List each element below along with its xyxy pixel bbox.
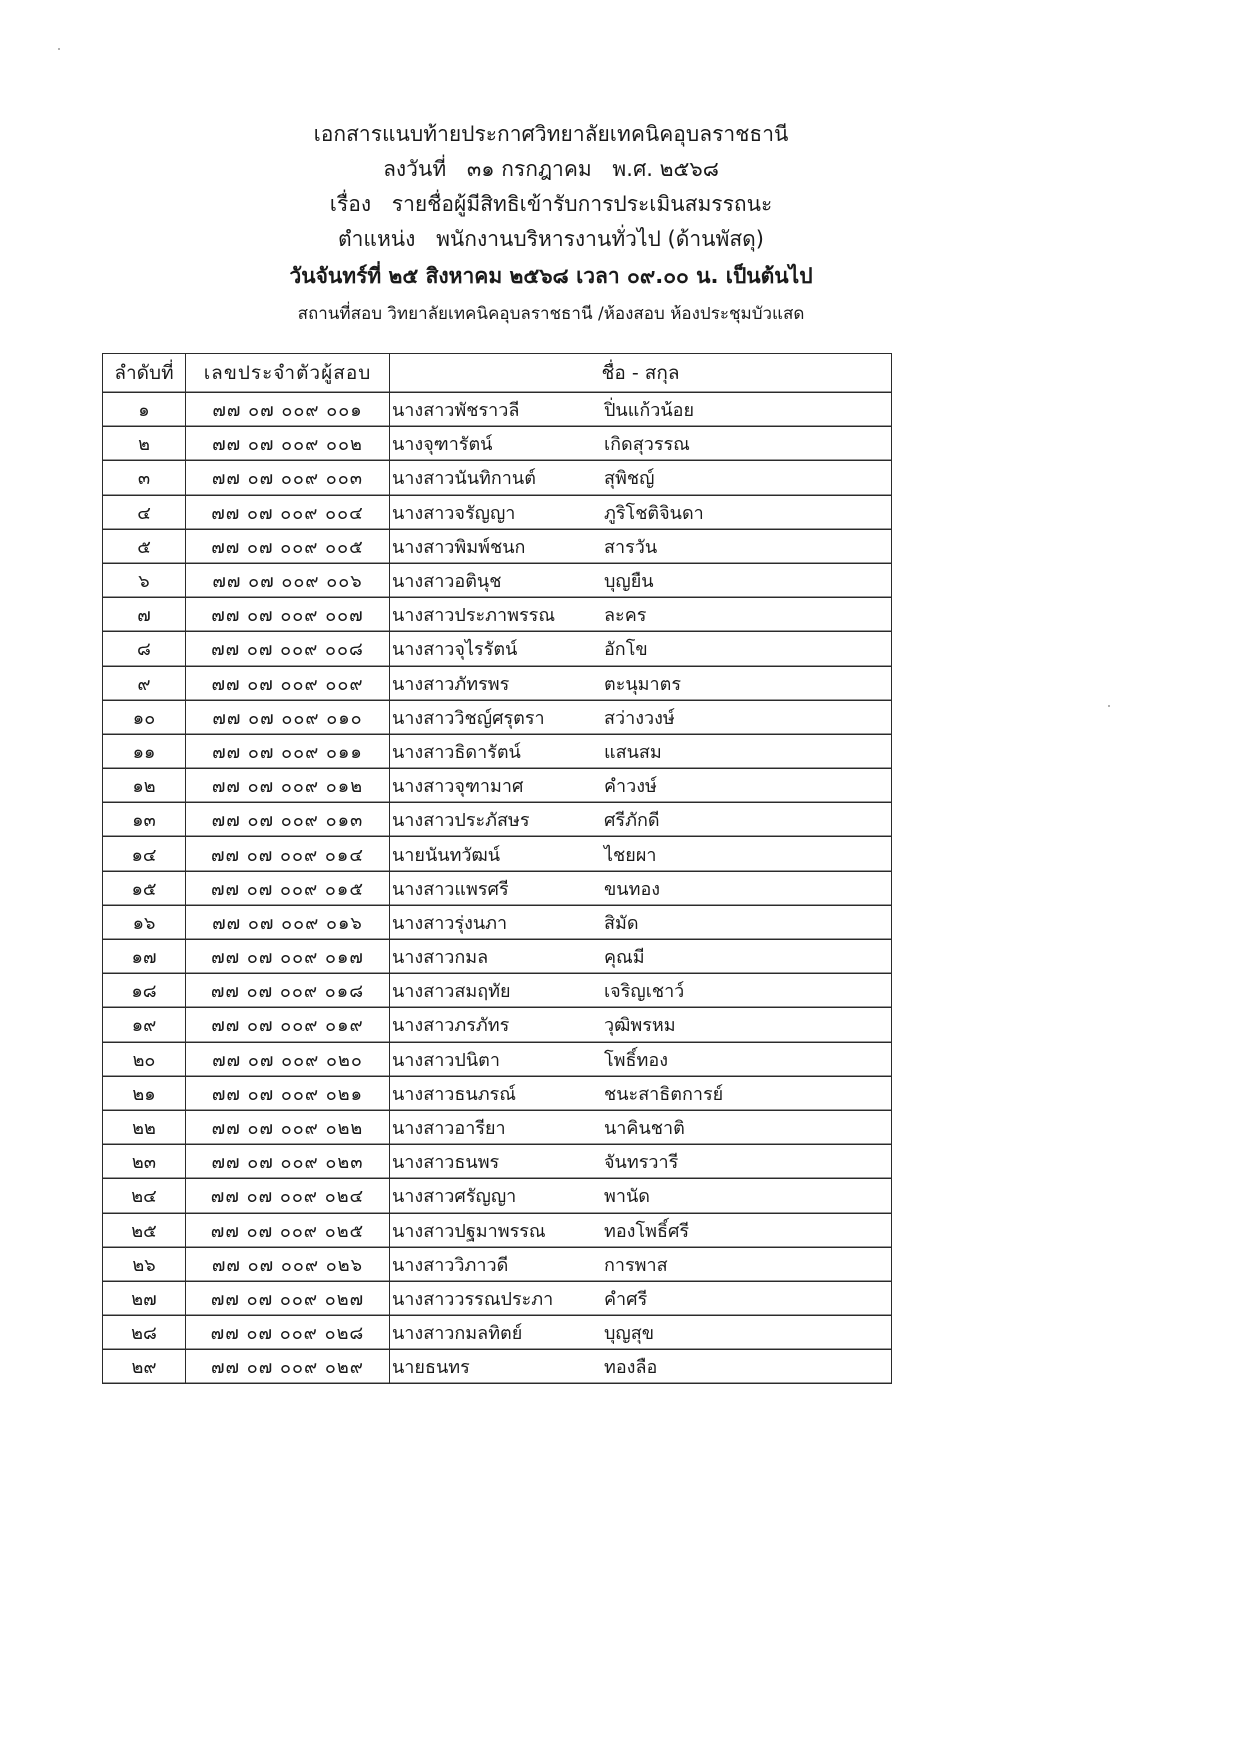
doc-title: เอกสารแนบท้ายประกาศวิทยาลัยเทคนิคอุบลราชธานี [313,122,789,146]
exam-id: ๗๗ ๐๗ ๐๐๙ ๐๑๐ [186,700,390,734]
first-name: นางสาวอตินุช [392,571,502,593]
first-name: นางสาวพิมพ์ชนก [392,536,526,558]
row-number: ๓ [103,461,186,495]
exam-id: ๗๗ ๐๗ ๐๐๙ ๐๒๐ [186,1042,390,1076]
first-name: นางสาวจุฑามาศ [392,776,524,798]
full-name [390,1076,892,1110]
full-name [390,461,892,495]
row-number: ๑๙ [103,1008,186,1042]
era-label: พ.ศ. [612,157,653,181]
row-number: ๒ [103,427,186,461]
last-name: ละคร [604,605,647,627]
col-header-name: ชื่อ - สกุล [390,354,892,393]
row-number: ๑๓ [103,803,186,837]
first-name: นายนันทวัฒน์ [392,844,501,866]
table-row [103,1316,892,1350]
last-name: ศรีภักดี [604,810,660,832]
exam-id: ๗๗ ๐๗ ๐๐๙ ๐๑๙ [186,1008,390,1042]
full-name [390,529,892,563]
exam-id: ๗๗ ๐๗ ๐๐๙ ๐๐๒ [186,427,390,461]
full-name [390,495,892,529]
first-name: นางจุฑารัตน์ [392,434,493,456]
table-row [103,871,892,905]
row-number: ๑๐ [103,700,186,734]
last-name: พานัด [604,1186,650,1208]
full-name [390,1179,892,1213]
full-name [390,427,892,461]
doc-venue-line: สถานที่สอบ วิทยาลัยเทคนิคอุบลราชธานี /ห้องสอบ ห้องประชุมบัวแสด [297,304,805,324]
last-name: ทองลือ [604,1357,658,1379]
table-header-row [103,354,892,393]
first-name: นางสาวพัชราวลี [392,400,520,422]
exam-id: ๗๗ ๐๗ ๐๐๙ ๐๒๒ [186,1110,390,1144]
exam-id: ๗๗ ๐๗ ๐๐๙ ๐๐๕ [186,529,390,563]
subject-label: เรื่อง [329,192,372,216]
exam-id: ๗๗ ๐๗ ๐๐๙ ๐๒๖ [186,1247,390,1281]
exam-id: ๗๗ ๐๗ ๐๐๙ ๐๐๖ [186,563,390,597]
first-name: นางสาวภัทรพร [392,673,510,695]
first-name: นางสาวจุไรรัตน์ [392,639,518,661]
row-number: ๒๓ [103,1145,186,1179]
exam-id: ๗๗ ๐๗ ๐๐๙ ๐๑๗ [186,940,390,974]
last-name: คำศรี [604,1288,648,1310]
table-row [103,803,892,837]
exam-id: ๗๗ ๐๗ ๐๐๙ ๐๑๖ [186,905,390,939]
table-row [103,666,892,700]
table-row [103,700,892,734]
first-name: นางสาวปนิตา [392,1049,500,1071]
first-name: นางสาวธนภรณ์ [392,1083,516,1105]
scan-speck [1108,705,1110,707]
first-name: นางสาวจรัญญา [392,502,516,524]
last-name: สารวัน [604,536,658,558]
exam-id: ๗๗ ๐๗ ๐๐๙ ๐๐๑ [186,393,390,427]
table-row [103,1110,892,1144]
first-name: นางสาวศรัญญา [392,1186,517,1208]
doc-schedule-line: วันจันทร์ที่ ๒๕ สิงหาคม ๒๕๖๘ เวลา ๐๙.๐๐ น. เป็นต้นไป [289,264,813,288]
row-number: ๒๒ [103,1110,186,1144]
last-name: คุณมี [604,947,645,969]
row-number: ๔ [103,495,186,529]
row-number: ๑๖ [103,905,186,939]
row-number: ๑๑ [103,734,186,768]
full-name [390,1042,892,1076]
first-name: นางสาวประภัสษร [392,810,530,832]
full-name [390,666,892,700]
full-name [390,1350,892,1384]
table-row [103,529,892,563]
row-number: ๘ [103,632,186,666]
first-name: นางสาวภรภัทร [392,1015,510,1037]
last-name: แสนสม [604,741,662,763]
last-name: อักโข [604,639,648,661]
last-name: ชนะสาธิตการย์ [604,1083,724,1105]
full-name [390,700,892,734]
doc-position-line [0,223,1102,256]
first-name: นางสาวสมฤทัย [392,981,511,1003]
last-name: สิมัด [604,912,639,934]
row-number: ๙ [103,666,186,700]
first-name: นางสาวนันทิกานต์ [392,468,536,490]
table-row [103,734,892,768]
last-name: โพธิ์ทอง [604,1049,668,1071]
doc-date-line [0,153,1102,186]
table-row [103,940,892,974]
last-name: เจริญเชาว์ [604,981,685,1003]
first-name: นางสาวกมล [392,947,489,969]
last-name: สว่างวงษ์ [604,707,675,729]
full-name [390,940,892,974]
exam-id: ๗๗ ๐๗ ๐๐๙ ๐๑๕ [186,871,390,905]
first-name: นางสาวธิดารัตน์ [392,741,521,763]
full-name [390,734,892,768]
table-row [103,461,892,495]
last-name: คำวงษ์ [604,776,657,798]
exam-id: ๗๗ ๐๗ ๐๐๙ ๐๐๘ [186,632,390,666]
table-row [103,563,892,597]
candidate-table [102,353,892,1384]
exam-id: ๗๗ ๐๗ ๐๐๙ ๐๒๓ [186,1145,390,1179]
table-row [103,495,892,529]
table-row [103,1213,892,1247]
row-number: ๖ [103,563,186,597]
table-row [103,769,892,803]
exam-id: ๗๗ ๐๗ ๐๐๙ ๐๒๔ [186,1179,390,1213]
first-name: นางสาววิภาวดี [392,1254,509,1276]
row-number: ๒๐ [103,1042,186,1076]
row-number: ๑ [103,393,186,427]
table-row [103,1179,892,1213]
table-row [103,905,892,939]
row-number: ๒๕ [103,1213,186,1247]
subject-text: รายชื่อผู้มีสิทธิเข้ารับการประเมินสมรรถนะ [391,192,773,216]
exam-id: ๗๗ ๐๗ ๐๐๙ ๐๒๘ [186,1316,390,1350]
last-name: วุฒิพรหม [604,1015,676,1037]
exam-id: ๗๗ ๐๗ ๐๐๙ ๐๑๑ [186,734,390,768]
table-row [103,598,892,632]
row-number: ๒๔ [103,1179,186,1213]
exam-id: ๗๗ ๐๗ ๐๐๙ ๐๑๘ [186,974,390,1008]
row-number: ๕ [103,529,186,563]
first-name: นางสาวประภาพรรณ [392,605,556,627]
exam-id: ๗๗ ๐๗ ๐๐๙ ๐๒๙ [186,1350,390,1384]
last-name: จันทรวารี [604,1152,679,1174]
full-name [390,871,892,905]
exam-id: ๗๗ ๐๗ ๐๐๙ ๐๐๙ [186,666,390,700]
date-label: ลงวันที่ [383,157,447,181]
full-name [390,393,892,427]
full-name [390,598,892,632]
full-name [390,1213,892,1247]
last-name: ไชยผา [604,844,657,866]
last-name: ตะนุมาตร [604,673,681,695]
full-name [390,974,892,1008]
last-name: เกิดสุวรรณ [604,434,690,456]
position-text: พนักงานบริหารงานทั่วไป (ด้านพัสดุ) [436,227,765,251]
first-name: นายธนทร [392,1357,470,1379]
full-name [390,837,892,871]
full-name [390,769,892,803]
table-row [103,837,892,871]
table-body [103,393,892,1384]
first-name: นางสาววิชญ์ศรุตรา [392,707,545,729]
table-row [103,1247,892,1281]
full-name [390,1145,892,1179]
first-name: นางสาวธนพร [392,1152,500,1174]
first-name: นางสาวกมลทิตย์ [392,1323,523,1345]
last-name: บุญสุข [604,1323,655,1345]
row-number: ๗ [103,598,186,632]
table-row [103,427,892,461]
first-name: นางสาวปฐมาพรรณ [392,1220,546,1242]
table-row [103,1042,892,1076]
row-number: ๑๒ [103,769,186,803]
exam-id: ๗๗ ๐๗ ๐๐๙ ๐๒๕ [186,1213,390,1247]
row-number: ๑๕ [103,871,186,905]
last-name: สุพิชญ์ [604,468,655,490]
row-number: ๒๘ [103,1316,186,1350]
row-number: ๒๑ [103,1076,186,1110]
last-name: ทองโพธิ์ศรี [604,1220,690,1242]
full-name [390,1316,892,1350]
full-name [390,1110,892,1144]
table-row [103,1350,892,1384]
first-name: นางสาววรรณประภา [392,1288,554,1310]
row-number: ๑๔ [103,837,186,871]
row-number: ๒๖ [103,1247,186,1281]
last-name: การพาส [604,1254,668,1276]
full-name [390,803,892,837]
table-row [103,1145,892,1179]
doc-subject-line [0,188,1102,221]
exam-id: ๗๗ ๐๗ ๐๐๙ ๐๒๗ [186,1281,390,1315]
exam-id: ๗๗ ๐๗ ๐๐๙ ๐๐๔ [186,495,390,529]
row-number: ๒๗ [103,1281,186,1315]
full-name [390,1281,892,1315]
table-row [103,393,892,427]
row-number: ๑๗ [103,940,186,974]
exam-id: ๗๗ ๐๗ ๐๐๙ ๐๐๓ [186,461,390,495]
exam-id: ๗๗ ๐๗ ๐๐๙ ๐๒๑ [186,1076,390,1110]
full-name [390,1008,892,1042]
year-value: ๒๕๖๘ [659,157,719,181]
row-number: ๑๘ [103,974,186,1008]
exam-id: ๗๗ ๐๗ ๐๐๙ ๐๑๓ [186,803,390,837]
full-name [390,632,892,666]
full-name [390,1247,892,1281]
col-header-no: ลำดับที่ [103,354,186,393]
table-row [103,974,892,1008]
first-name: นางสาวอารียา [392,1118,506,1140]
exam-id: ๗๗ ๐๗ ๐๐๙ ๐๑๔ [186,837,390,871]
last-name: ขนทอง [604,878,661,900]
col-header-id: เลขประจำตัวผู้สอบ [186,354,390,393]
table-row [103,632,892,666]
full-name [390,563,892,597]
full-name [390,905,892,939]
first-name: นางสาวแพรศรี [392,878,509,900]
table-row [103,1076,892,1110]
row-number: ๒๙ [103,1350,186,1384]
table-row [103,1008,892,1042]
date-value: ๓๑ กรกฎาคม [466,157,592,181]
exam-id: ๗๗ ๐๗ ๐๐๙ ๐๐๗ [186,598,390,632]
exam-id: ๗๗ ๐๗ ๐๐๙ ๐๑๒ [186,769,390,803]
last-name: นาคินชาติ [604,1118,685,1140]
position-label: ตำแหน่ง [337,227,416,251]
last-name: ปิ่นแก้วน้อย [604,400,694,422]
first-name: นางสาวรุ่งนภา [392,912,508,934]
last-name: บุญยืน [604,571,654,593]
scan-speck [58,48,60,50]
table-row [103,1281,892,1315]
last-name: ภูริโชติจินดา [604,502,704,524]
